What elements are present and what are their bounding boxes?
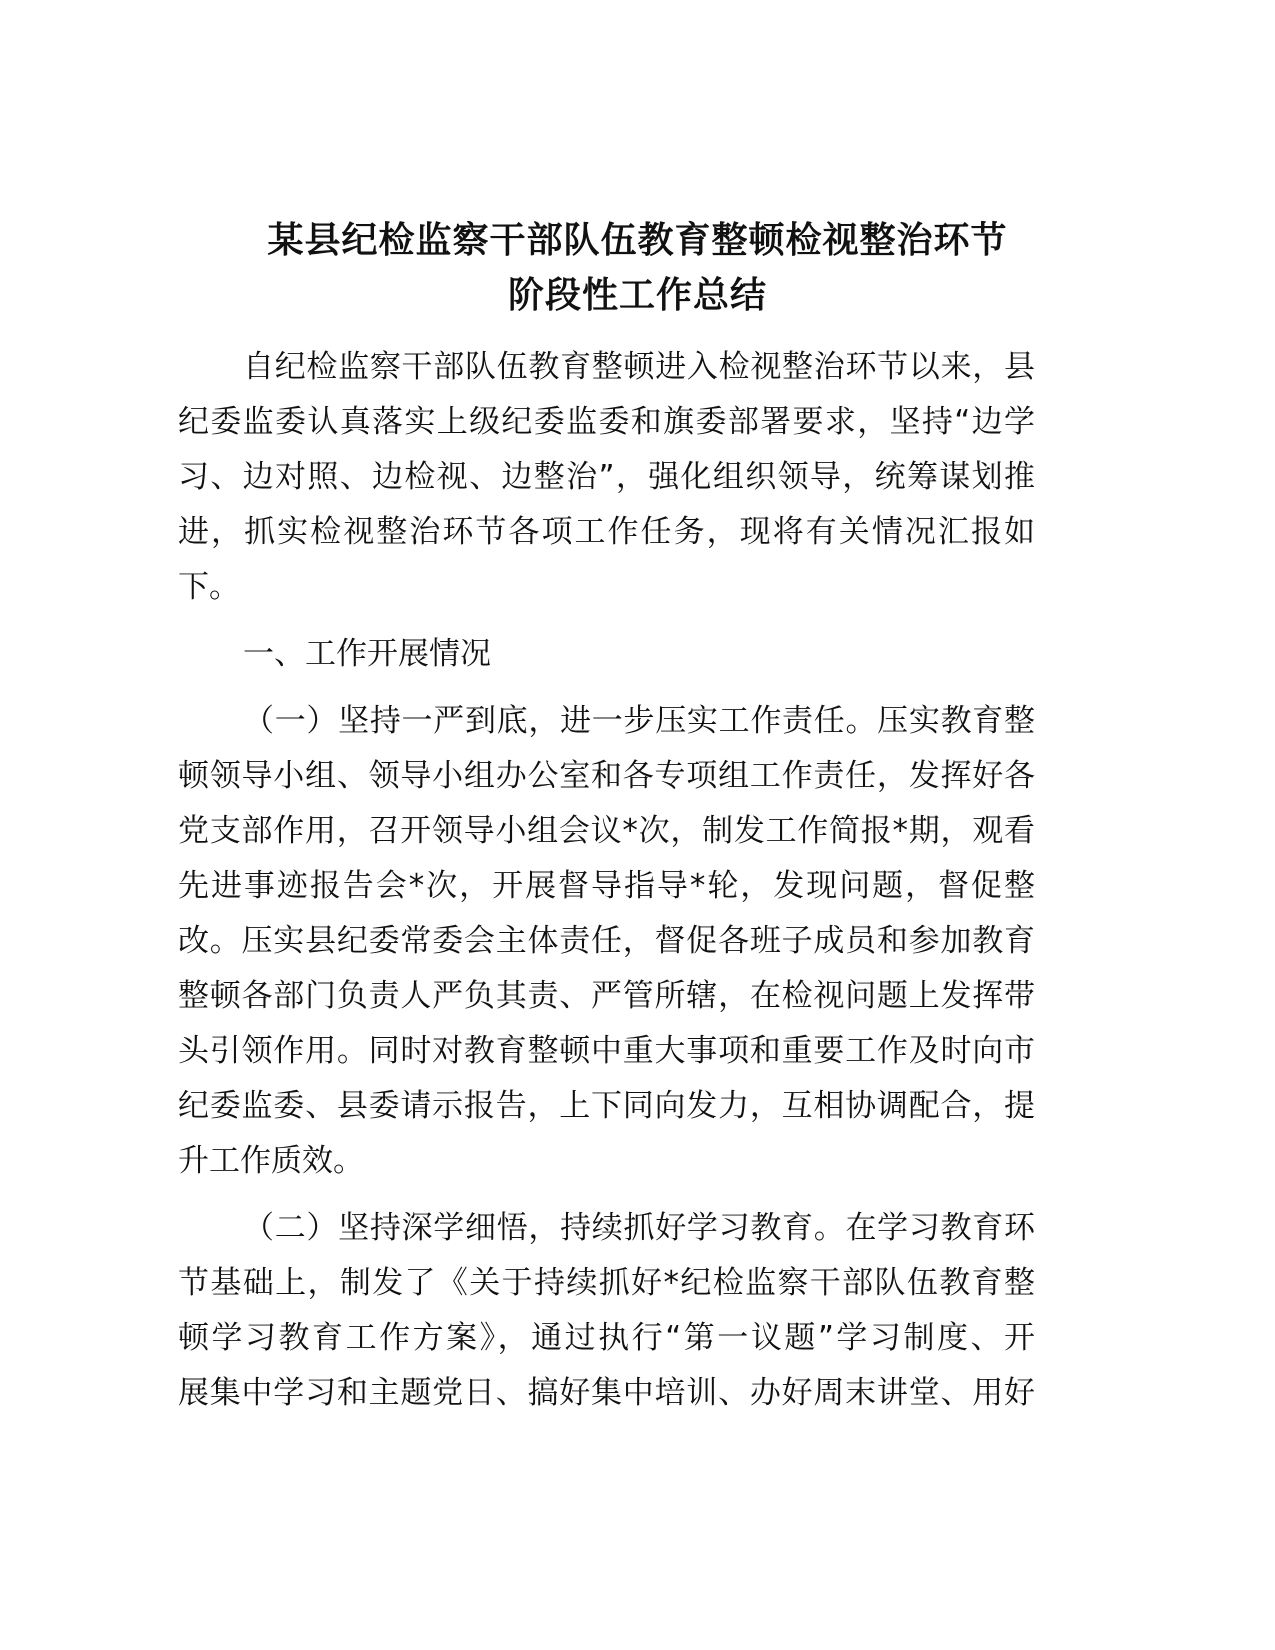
text-line: 习、边对照、边检视、边整治”，强化组织领导，统筹谋划推: [178, 459, 1035, 495]
text-line: 顿领导小组、领导小组办公室和各专项组工作责任，发挥好各: [178, 758, 1035, 794]
text-line: 顿学习教育工作方案》，通过执行“第一议题”学习制度、开: [178, 1320, 1035, 1356]
heading-text: 一、工作开展情况: [243, 636, 491, 672]
text-line: 纪委监委、县委请示报告，上下同向发力，互相协调配合，提: [178, 1088, 1035, 1124]
text-line: 下。: [178, 569, 240, 605]
text-line: 纪委监委认真落实上级纪委监委和旗委部署要求，坚持“边学: [178, 404, 1035, 440]
section-1-paragraph: [178, 694, 1035, 1189]
intro-paragraph: [178, 340, 1035, 615]
document-title: [0, 213, 1275, 323]
text-line: 升工作质效。: [178, 1143, 364, 1179]
text-line: （一）坚持一严到底，进一步压实工作责任。压实教育整: [243, 703, 1035, 739]
text-line: 头引领作用。同时对教育整顿中重大事项和重要工作及时向市: [178, 1033, 1035, 1069]
text-line: （二）坚持深学细悟，持续抓好学习教育。在学习教育环: [243, 1210, 1035, 1246]
text-line: 自纪检监察干部队伍教育整顿进入检视整治环节以来，县: [243, 349, 1035, 385]
text-line: 节基础上，制发了《关于持续抓好*纪检监察干部队伍教育整: [178, 1265, 1035, 1301]
text-line: 整顿各部门负责人严负其责、严管所辖，在检视问题上发挥带: [178, 978, 1035, 1014]
title-line: 阶段性工作总结: [507, 275, 767, 316]
document-body: [178, 340, 1035, 1433]
text-line: 进，抓实检视整治环节各项工作任务，现将有关情况汇报如: [178, 514, 1035, 550]
title-line: 某县纪检监察干部队伍教育整顿检视整治环节: [267, 220, 1008, 261]
section-heading: [178, 627, 1035, 682]
text-line: 展集中学习和主题党日、搞好集中培训、办好周末讲堂、用好: [178, 1375, 1035, 1411]
text-line: 党支部作用，召开领导小组会议*次，制发工作简报*期，观看: [178, 813, 1035, 849]
section-2-paragraph: [178, 1201, 1035, 1421]
text-line: 改。压实县纪委常委会主体责任，督促各班子成员和参加教育: [178, 923, 1035, 959]
text-line: 先进事迹报告会*次，开展督导指导*轮，发现问题，督促整: [178, 868, 1035, 904]
